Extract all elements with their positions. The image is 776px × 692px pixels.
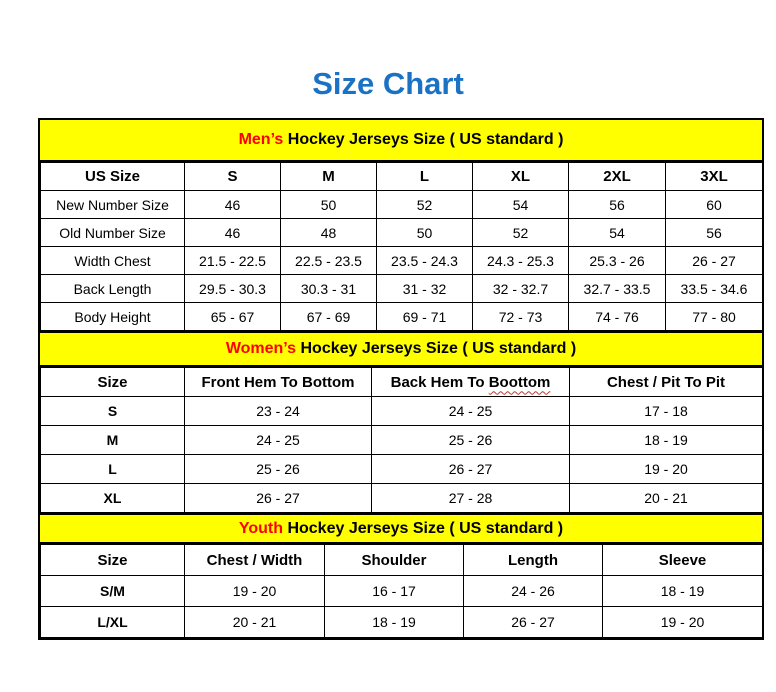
- mens-table-cell: 56: [666, 219, 763, 247]
- mens-header-row: [41, 163, 763, 191]
- youth-banner-highlight: Youth: [238, 519, 283, 537]
- womens-table-row: [41, 426, 763, 455]
- womens-table-cell: 24 - 25: [372, 397, 570, 426]
- youth-column-header: Chest / Width: [185, 545, 325, 576]
- womens-table-row: [41, 397, 763, 426]
- womens-column-header: [372, 368, 570, 397]
- mens-column-header: 3XL: [666, 163, 763, 191]
- youth-column-header: Sleeve: [603, 545, 763, 576]
- mens-table-cell: 21.5 - 22.5: [185, 247, 281, 275]
- mens-table-cell: 50: [281, 191, 377, 219]
- mens-table-cell: 32.7 - 33.5: [569, 275, 666, 303]
- womens-row-label: L: [41, 455, 185, 484]
- womens-table-cell: 18 - 19: [570, 426, 763, 455]
- mens-table-cell: 60: [666, 191, 763, 219]
- size-chart-tables: [38, 118, 764, 640]
- mens-table-cell: 77 - 80: [666, 303, 763, 331]
- mens-table-cell: 24.3 - 25.3: [473, 247, 569, 275]
- mens-table-row: [41, 191, 763, 219]
- mens-table-cell: 52: [473, 219, 569, 247]
- youth-table-cell: 16 - 17: [325, 576, 464, 607]
- youth-column-header: Size: [41, 545, 185, 576]
- womens-table-cell: 26 - 27: [185, 484, 372, 513]
- youth-banner-text: Hockey Jerseys Size ( US standard ): [283, 519, 564, 537]
- youth-table-cell: 19 - 20: [185, 576, 325, 607]
- youth-row-label: L/XL: [41, 607, 185, 638]
- mens-column-header: M: [281, 163, 377, 191]
- youth-section-banner: [40, 513, 762, 544]
- mens-table-row: [41, 303, 763, 331]
- womens-section-banner: [40, 331, 762, 367]
- mens-table-cell: 25.3 - 26: [569, 247, 666, 275]
- mens-table-cell: 54: [569, 219, 666, 247]
- womens-table-cell: 27 - 28: [372, 484, 570, 513]
- womens-table-cell: 25 - 26: [372, 426, 570, 455]
- womens-column-header: Size: [41, 368, 185, 397]
- youth-row-label: S/M: [41, 576, 185, 607]
- womens-row-label: XL: [41, 484, 185, 513]
- youth-table-row: [41, 607, 763, 638]
- mens-table-row: [41, 219, 763, 247]
- womens-column-header: Chest / Pit To Pit: [570, 368, 763, 397]
- youth-table-row: [41, 576, 763, 607]
- mens-table-cell: 46: [185, 191, 281, 219]
- womens-column-header: Front Hem To Bottom: [185, 368, 372, 397]
- mens-banner-text: Hockey Jerseys Size ( US standard ): [283, 131, 564, 148]
- mens-table-cell: 65 - 67: [185, 303, 281, 331]
- mens-row-label: Old Number Size: [41, 219, 185, 247]
- mens-table: [40, 162, 763, 331]
- youth-table-cell: 26 - 27: [464, 607, 603, 638]
- mens-table-cell: 72 - 73: [473, 303, 569, 331]
- mens-table-cell: 54: [473, 191, 569, 219]
- youth-table-cell: 19 - 20: [603, 607, 763, 638]
- womens-table-row: [41, 484, 763, 513]
- page-title: Size Chart: [312, 66, 464, 101]
- womens-table: [40, 367, 763, 513]
- mens-table-row: [41, 247, 763, 275]
- womens-banner-text: Hockey Jerseys Size ( US standard ): [296, 340, 577, 357]
- womens-column-header-misspelled-word: Boottom: [488, 373, 551, 391]
- mens-row-label: Body Height: [41, 303, 185, 331]
- mens-column-header: XL: [473, 163, 569, 191]
- womens-table-cell: 23 - 24: [185, 397, 372, 426]
- mens-table-cell: 29.5 - 30.3: [185, 275, 281, 303]
- mens-table-cell: 23.5 - 24.3: [377, 247, 473, 275]
- mens-table-cell: 56: [569, 191, 666, 219]
- mens-table-cell: 50: [377, 219, 473, 247]
- mens-column-header: 2XL: [569, 163, 666, 191]
- mens-row-label: Back Length: [41, 275, 185, 303]
- womens-row-label: S: [41, 397, 185, 426]
- mens-table-cell: 52: [377, 191, 473, 219]
- womens-header-row: [41, 368, 763, 397]
- youth-table: [40, 544, 763, 638]
- mens-table-cell: 30.3 - 31: [281, 275, 377, 303]
- womens-banner-highlight: Women’s: [225, 340, 297, 357]
- mens-table-cell: 26 - 27: [666, 247, 763, 275]
- womens-table-cell: 19 - 20: [570, 455, 763, 484]
- mens-table-cell: 67 - 69: [281, 303, 377, 331]
- womens-table-cell: 24 - 25: [185, 426, 372, 455]
- youth-column-header: Length: [464, 545, 603, 576]
- mens-table-cell: 33.5 - 34.6: [666, 275, 763, 303]
- youth-header-row: [41, 545, 763, 576]
- mens-column-header: L: [377, 163, 473, 191]
- youth-table-cell: 24 - 26: [464, 576, 603, 607]
- mens-section-banner: [40, 120, 762, 162]
- mens-table-cell: 46: [185, 219, 281, 247]
- womens-column-header-text: Back Hem To: [390, 373, 489, 391]
- mens-table-cell: 32 - 32.7: [473, 275, 569, 303]
- mens-table-cell: 74 - 76: [569, 303, 666, 331]
- womens-table-cell: 26 - 27: [372, 455, 570, 484]
- womens-table-cell: 17 - 18: [570, 397, 763, 426]
- mens-banner-highlight: Men’s: [238, 131, 284, 148]
- mens-row-label: New Number Size: [41, 191, 185, 219]
- mens-table-cell: 69 - 71: [377, 303, 473, 331]
- mens-table-cell: 22.5 - 23.5: [281, 247, 377, 275]
- youth-table-cell: 18 - 19: [603, 576, 763, 607]
- youth-table-cell: 18 - 19: [325, 607, 464, 638]
- mens-table-cell: 48: [281, 219, 377, 247]
- womens-table-cell: 20 - 21: [570, 484, 763, 513]
- youth-table-cell: 20 - 21: [185, 607, 325, 638]
- youth-column-header: Shoulder: [325, 545, 464, 576]
- mens-table-cell: 31 - 32: [377, 275, 473, 303]
- mens-row-label: Width Chest: [41, 247, 185, 275]
- mens-column-header: S: [185, 163, 281, 191]
- mens-table-row: [41, 275, 763, 303]
- mens-column-header: US Size: [41, 163, 185, 191]
- womens-table-cell: 25 - 26: [185, 455, 372, 484]
- womens-row-label: M: [41, 426, 185, 455]
- womens-table-row: [41, 455, 763, 484]
